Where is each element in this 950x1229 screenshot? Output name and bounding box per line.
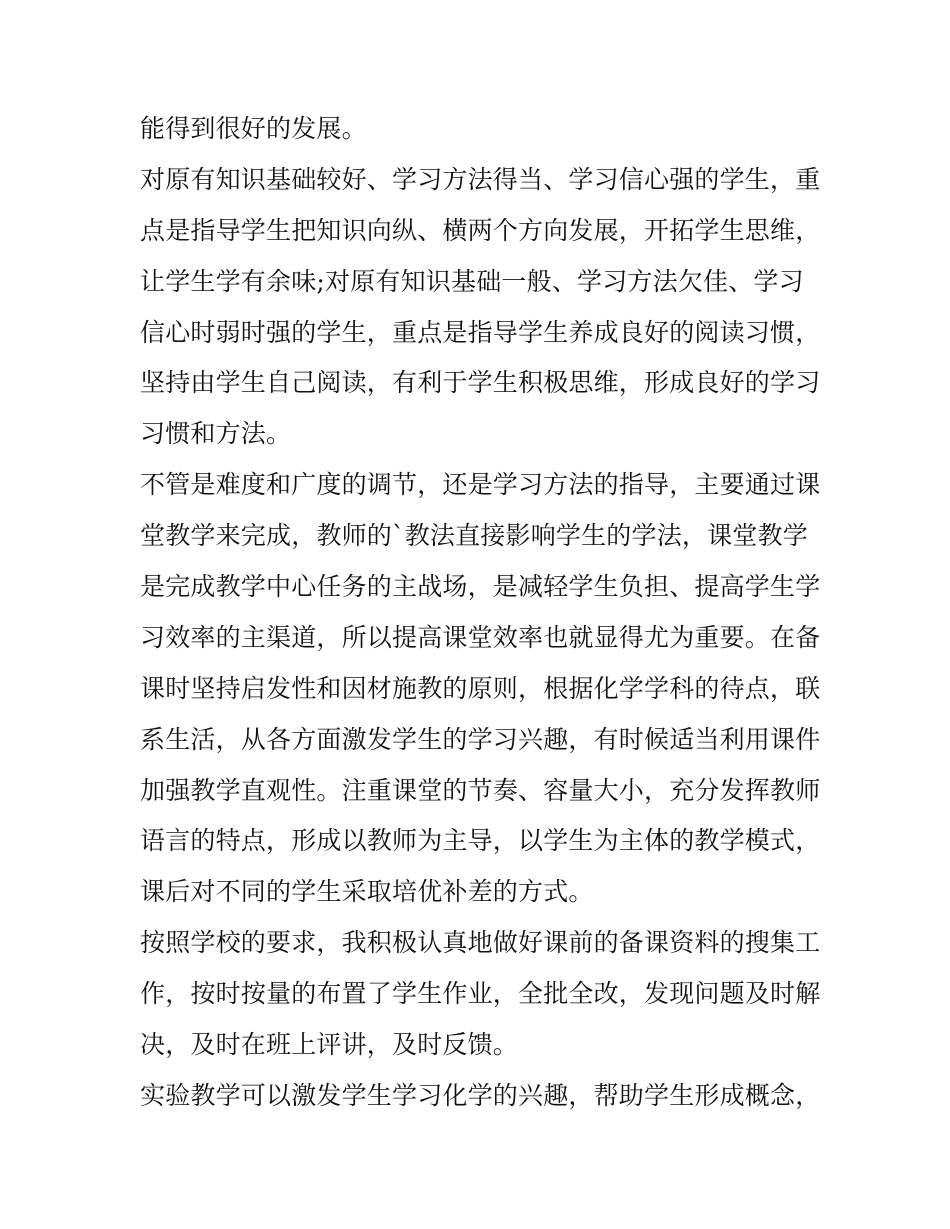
text-line: 习效率的主渠道，所以提高课堂效率也就显得尤为重要。在备 [140, 622, 821, 652]
document-body [140, 104, 820, 1122]
text-line: 习惯和方法。 [140, 419, 292, 449]
text-line: 加强教学直观性。注重课堂的节奏、容量大小，充分发挥教师 [140, 775, 821, 805]
text-line: 课时坚持启发性和因材施教的原则，根据化学学科的待点，联 [140, 673, 821, 703]
text-line: 点是指导学生把知识向纵、横两个方向发展，开拓学生思维， [140, 215, 821, 245]
text-line: 决，及时在班上评讲，及时反馈。 [140, 1030, 519, 1060]
text-line: 让学生学有余味;对原有知识基础一般、学习方法欠佳、学习 [140, 266, 804, 296]
text-line: 坚持由学生自己阅读，有利于学生积极思维，形成良好的学习 [140, 368, 821, 398]
text-line: 是完成教学中心任务的主战场，是减轻学生负担、提高学生学 [140, 572, 821, 602]
text-line: 对原有知识基础较好、学习方法得当、学习信心强的学生，重 [140, 164, 821, 194]
text-line: 能得到很好的发展。 [140, 114, 367, 143]
text-line: 课后对不同的学生采取培优补差的方式。 [140, 877, 594, 907]
text-line: 堂教学来完成，教师的`教法直接影响学生的学法，课堂教学 [140, 521, 808, 551]
text-line: 系生活，从各方面激发学生的学习兴趣，有时候适当利用课件 [140, 724, 821, 754]
text-line: 不管是难度和广度的调节，还是学习方法的指导，主要通过课 [140, 470, 821, 500]
text-line: 实验教学可以激发学生学习化学的兴趣，帮助学生形成概念， [140, 1080, 821, 1110]
text-line: 语言的特点，形成以教师为主导，以学生为主体的教学模式， [140, 826, 821, 856]
text-line: 作，按时按量的布置了学生作业，全批全改，发现问题及时解 [140, 979, 821, 1009]
text-line: 按照学校的要求，我积极认真地做好课前的备课资料的搜集工 [140, 928, 821, 958]
text-line: 信心时弱时强的学生，重点是指导学生养成良好的阅读习惯， [140, 317, 821, 347]
